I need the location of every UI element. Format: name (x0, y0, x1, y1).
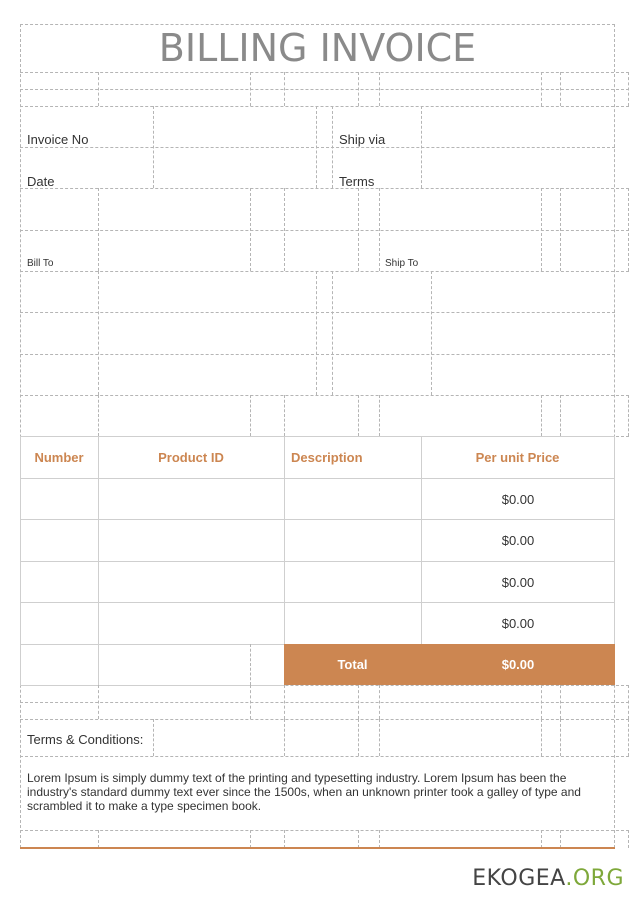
frame-top (20, 24, 615, 25)
price-cell[interactable]: $0.00 (501, 533, 535, 548)
header-per-unit-price: Per unit Price (475, 450, 560, 465)
price-cell[interactable]: $0.00 (501, 616, 535, 631)
bill-to-label: Bill To (27, 258, 54, 269)
invoice-no-field[interactable] (154, 107, 315, 146)
header-number: Number (34, 450, 84, 465)
ship-to-label: Ship To (385, 258, 419, 269)
date-field[interactable] (154, 148, 315, 187)
header-description: Description (291, 450, 363, 465)
terms-field[interactable] (422, 148, 614, 187)
ship-via-label: Ship via (339, 132, 386, 147)
total-value: $0.00 (501, 657, 535, 672)
price-cell[interactable]: $0.00 (501, 575, 535, 590)
bottom-rule (20, 847, 615, 849)
terms-label: Terms (339, 174, 375, 189)
terms-conditions-text: Lorem Ipsum is simply dummy text of the printing and typesetting industry. Lorem Ipsum has been the industry's standard dummy text ever since the 1500s, when an unknown printer took a galley of type and scrambled it to make a type specimen book. (27, 771, 581, 813)
date-label: Date (27, 174, 55, 189)
invoice-sheet (20, 24, 629, 848)
total-label: Total (337, 657, 368, 672)
total-row (284, 644, 615, 685)
price-cell[interactable]: $0.00 (501, 492, 535, 507)
invoice-no-label: Invoice No (27, 132, 89, 147)
ship-via-field[interactable] (422, 107, 614, 146)
brand-logo: EKOGEA.ORG (472, 866, 624, 891)
terms-conditions-label: Terms & Conditions: (27, 732, 144, 747)
header-product-id: Product ID (158, 450, 224, 465)
invoice-title: BILLING INVOICE (158, 26, 477, 70)
